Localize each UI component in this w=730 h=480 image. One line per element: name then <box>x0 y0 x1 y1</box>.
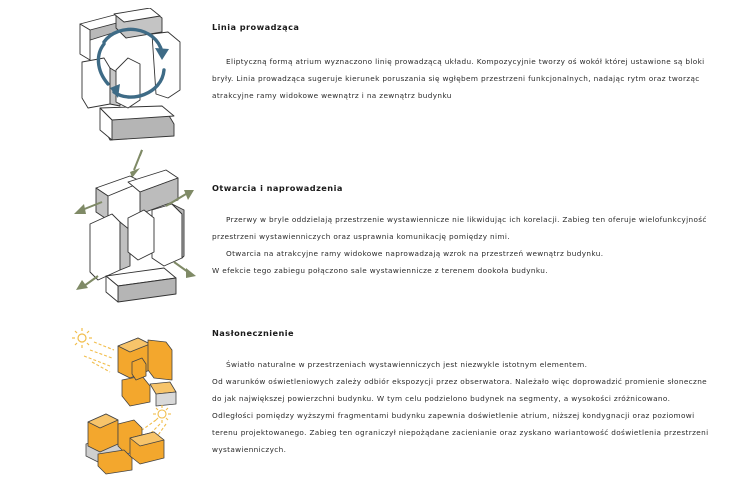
section-body <box>212 53 712 104</box>
illustration-leading-line <box>70 8 195 156</box>
paragraph: W efekcie tego zabiegu połączono sale wystawiennicze z terenem dookoła budynku. <box>212 266 548 275</box>
section-heading: Otwarcia i naprowadzenia <box>212 183 343 193</box>
section-body <box>212 356 712 458</box>
section-heading: Nasłonecznienie <box>212 328 295 338</box>
illustration-sunlight <box>70 326 200 476</box>
illustration-openings <box>68 148 198 308</box>
sun-icon <box>72 328 92 348</box>
paragraph: Światło naturalne w przestrzeniach wystawienniczych jest niezwykle istotnym elementem. <box>226 360 588 369</box>
section-body <box>212 211 712 279</box>
section-heading: Linia prowadząca <box>212 22 300 32</box>
paragraph: Od warunków oświetleniowych zależy odbiór ekspozycji przez obserwatora. Należało więc doprowadzić promienie słoneczne do jak największej powierzchni budynku. W tym celu podzielono budynek na segmenty, a wysokości zróżnicowano. Odległości pomiędzy wyższymi fragmentami budynku zapewnia doświetlenie atrium, niższej kondygnacji oraz poziomowi terenu projektowanego. Zabieg ten ograniczył niepożądane zacienianie oraz zyskano wariantowość doświetlenia przestrzeni wystawienniczych. <box>212 377 709 454</box>
paragraph: Otwarcia na atrakcyjne ramy widokowe naprowadzają wzrok na przestrzeń wewnątrz budynku. <box>226 249 604 258</box>
paragraph: Przerwy w bryle oddzielają przestrzenie wystawiennicze nie likwidując ich korelacji. Zabieg ten oferuje wielofunkcyjność przestrzeni wystawienniczych oraz usprawnia komunikację pomiędzy nimi. <box>212 215 707 241</box>
paragraph: Eliptyczną formą atrium wyznaczono linię prowadzącą układu. Kompozycyjnie tworzy oś wokół której ustawione są bloki bryły. Linia prowadząca sugeruje kierunek poruszania się wgłębem przestrzeni funkcjonalnych, nadając rytm oraz tworząc atrakcyjne ramy widokowe wewnątrz i na zewnątrz budynku <box>212 57 705 100</box>
